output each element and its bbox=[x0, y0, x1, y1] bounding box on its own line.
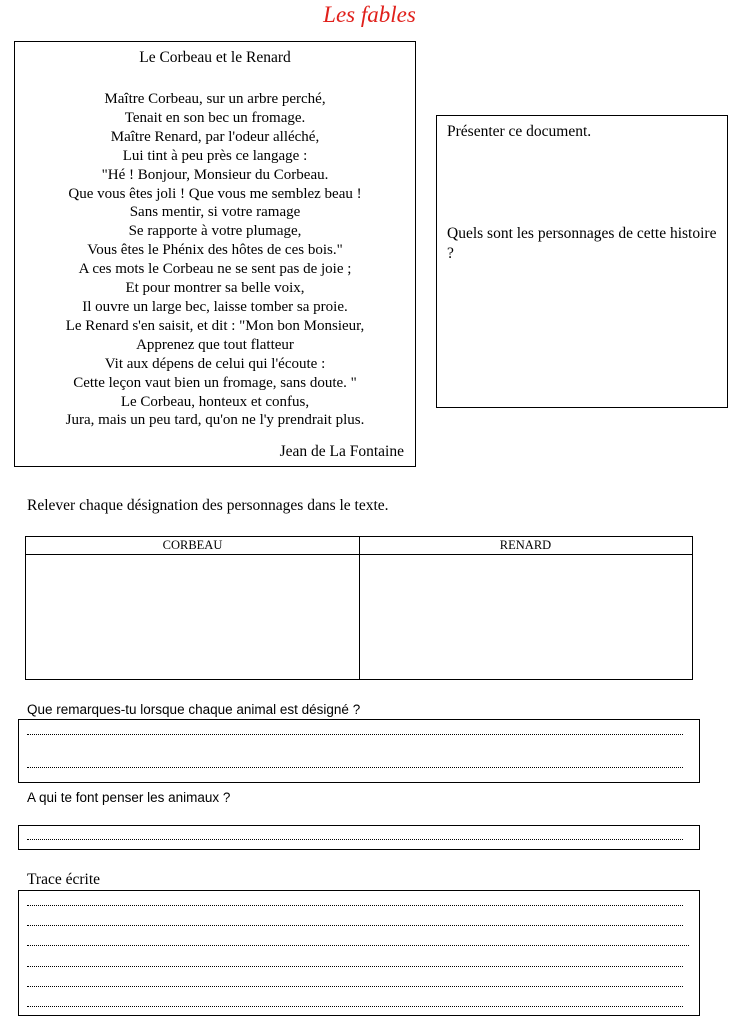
poem-line: A ces mots le Corbeau ne se sent pas de joie ; bbox=[78, 261, 352, 278]
answer-line bbox=[27, 1006, 683, 1007]
designation-instruction: Relever chaque désignation des personnages dans le texte. bbox=[27, 497, 389, 514]
cell-renard[interactable] bbox=[361, 556, 691, 678]
animals-question: A qui te font penser les animaux ? bbox=[27, 790, 231, 805]
trace-answer-box[interactable] bbox=[18, 890, 700, 1016]
poem-author: Jean de La Fontaine bbox=[279, 443, 404, 460]
poem-line: Sans mentir, si votre ramage bbox=[129, 204, 301, 221]
poem-line: Le Corbeau, honteux et confus, bbox=[120, 393, 310, 410]
poem-line: Cette leçon vaut bien un fromage, sans doute. " bbox=[73, 374, 357, 391]
poem-text bbox=[15, 90, 415, 430]
answer-line bbox=[27, 925, 683, 926]
questions-box[interactable] bbox=[436, 115, 728, 408]
poem-line: Apprenez que tout flatteur bbox=[136, 336, 294, 353]
poem-line: Et pour montrer sa belle voix, bbox=[125, 280, 305, 297]
remarks-answer-box[interactable] bbox=[18, 719, 700, 783]
designation-table bbox=[25, 536, 693, 680]
poem-line: "Hé ! Bonjour, Monsieur du Corbeau. bbox=[101, 166, 329, 183]
column-header-corbeau: CORBEAU bbox=[162, 538, 223, 552]
poem-line: Jura, mais un peu tard, qu'on ne l'y prendrait plus. bbox=[65, 412, 365, 429]
poem-title: Le Corbeau et le Renard bbox=[139, 49, 291, 66]
answer-line bbox=[27, 905, 683, 906]
remarks-question: Que remarques-tu lorsque chaque animal est désigné ? bbox=[27, 702, 361, 717]
answer-line bbox=[27, 734, 683, 735]
poem-line: Maître Corbeau, sur un arbre perché, bbox=[104, 91, 326, 107]
answer-line bbox=[27, 986, 683, 987]
animals-answer-box[interactable] bbox=[18, 825, 700, 850]
question-characters: Quels sont les personnages de cette histoire ? bbox=[447, 225, 717, 262]
poem-line: Lui tint à peu près ce langage : bbox=[122, 147, 308, 164]
question-present-document: Présenter ce document. bbox=[447, 123, 592, 140]
column-header-renard: RENARD bbox=[499, 538, 552, 552]
answer-line bbox=[27, 767, 683, 768]
poem-line: Tenait en son bec un fromage. bbox=[124, 109, 306, 126]
answer-line bbox=[27, 966, 683, 967]
answer-line bbox=[27, 839, 683, 840]
page-title: Les fables bbox=[323, 2, 416, 27]
poem-line: Se rapporte à votre plumage, bbox=[128, 223, 302, 240]
poem-line: Vit aux dépens de celui qui l'écoute : bbox=[104, 355, 326, 372]
poem-line: Il ouvre un large bec, laisse tomber sa proie. bbox=[82, 298, 348, 315]
cell-corbeau[interactable] bbox=[26, 556, 358, 678]
poem-box bbox=[14, 41, 416, 467]
header-divider bbox=[26, 554, 692, 555]
answer-line bbox=[27, 945, 689, 946]
column-divider bbox=[359, 537, 360, 679]
trace-label: Trace écrite bbox=[27, 871, 101, 888]
poem-line: Vous êtes le Phénix des hôtes de ces bois." bbox=[87, 242, 343, 259]
poem-line: Le Renard s'en saisit, et dit : "Mon bon Monsieur, bbox=[65, 317, 365, 334]
poem-line: Que vous êtes joli ! Que vous me semblez beau ! bbox=[68, 185, 362, 202]
poem-line: Maître Renard, par l'odeur alléché, bbox=[110, 128, 320, 145]
